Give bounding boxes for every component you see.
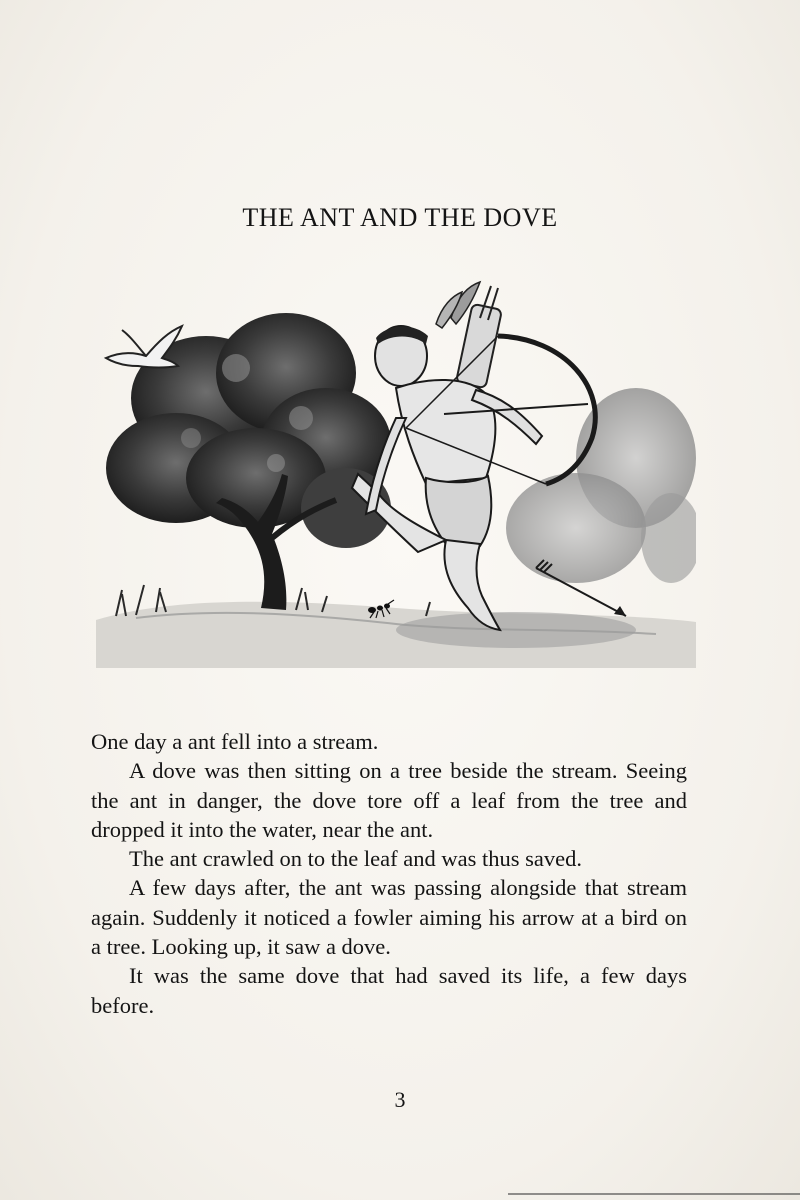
page-edge-rule — [508, 1193, 800, 1195]
story-illustration — [96, 278, 696, 668]
story-paragraph: It was the same dove that had saved its life, a few days before. — [91, 963, 687, 1018]
bleed-through-text — [90, 68, 690, 99]
story-paragraph: The ant crawled on to the leaf and was thus saved. — [129, 846, 582, 872]
story-title: THE ANT AND THE DOVE — [242, 203, 558, 232]
story-text — [91, 727, 687, 1020]
fowler-aiming-bow-at-dove-icon — [96, 278, 696, 668]
story-paragraph: One day a ant fell into a stream. — [91, 729, 379, 754]
cast-shadow — [396, 612, 636, 648]
story-paragraph: A few days after, the ant was passing alongside that stream again. Suddenly it noticed a fowler aiming his arrow at a bird on a tree. Looking up, it saw a dove. — [91, 875, 687, 960]
dove-icon — [106, 326, 182, 368]
story-paragraph: A dove was then sitting on a tree beside the stream. Seeing the ant in danger, the dove tore off a leaf from the tree and dropped it into the water, near the ant. — [91, 758, 687, 842]
page-number: 3 — [394, 1087, 406, 1112]
